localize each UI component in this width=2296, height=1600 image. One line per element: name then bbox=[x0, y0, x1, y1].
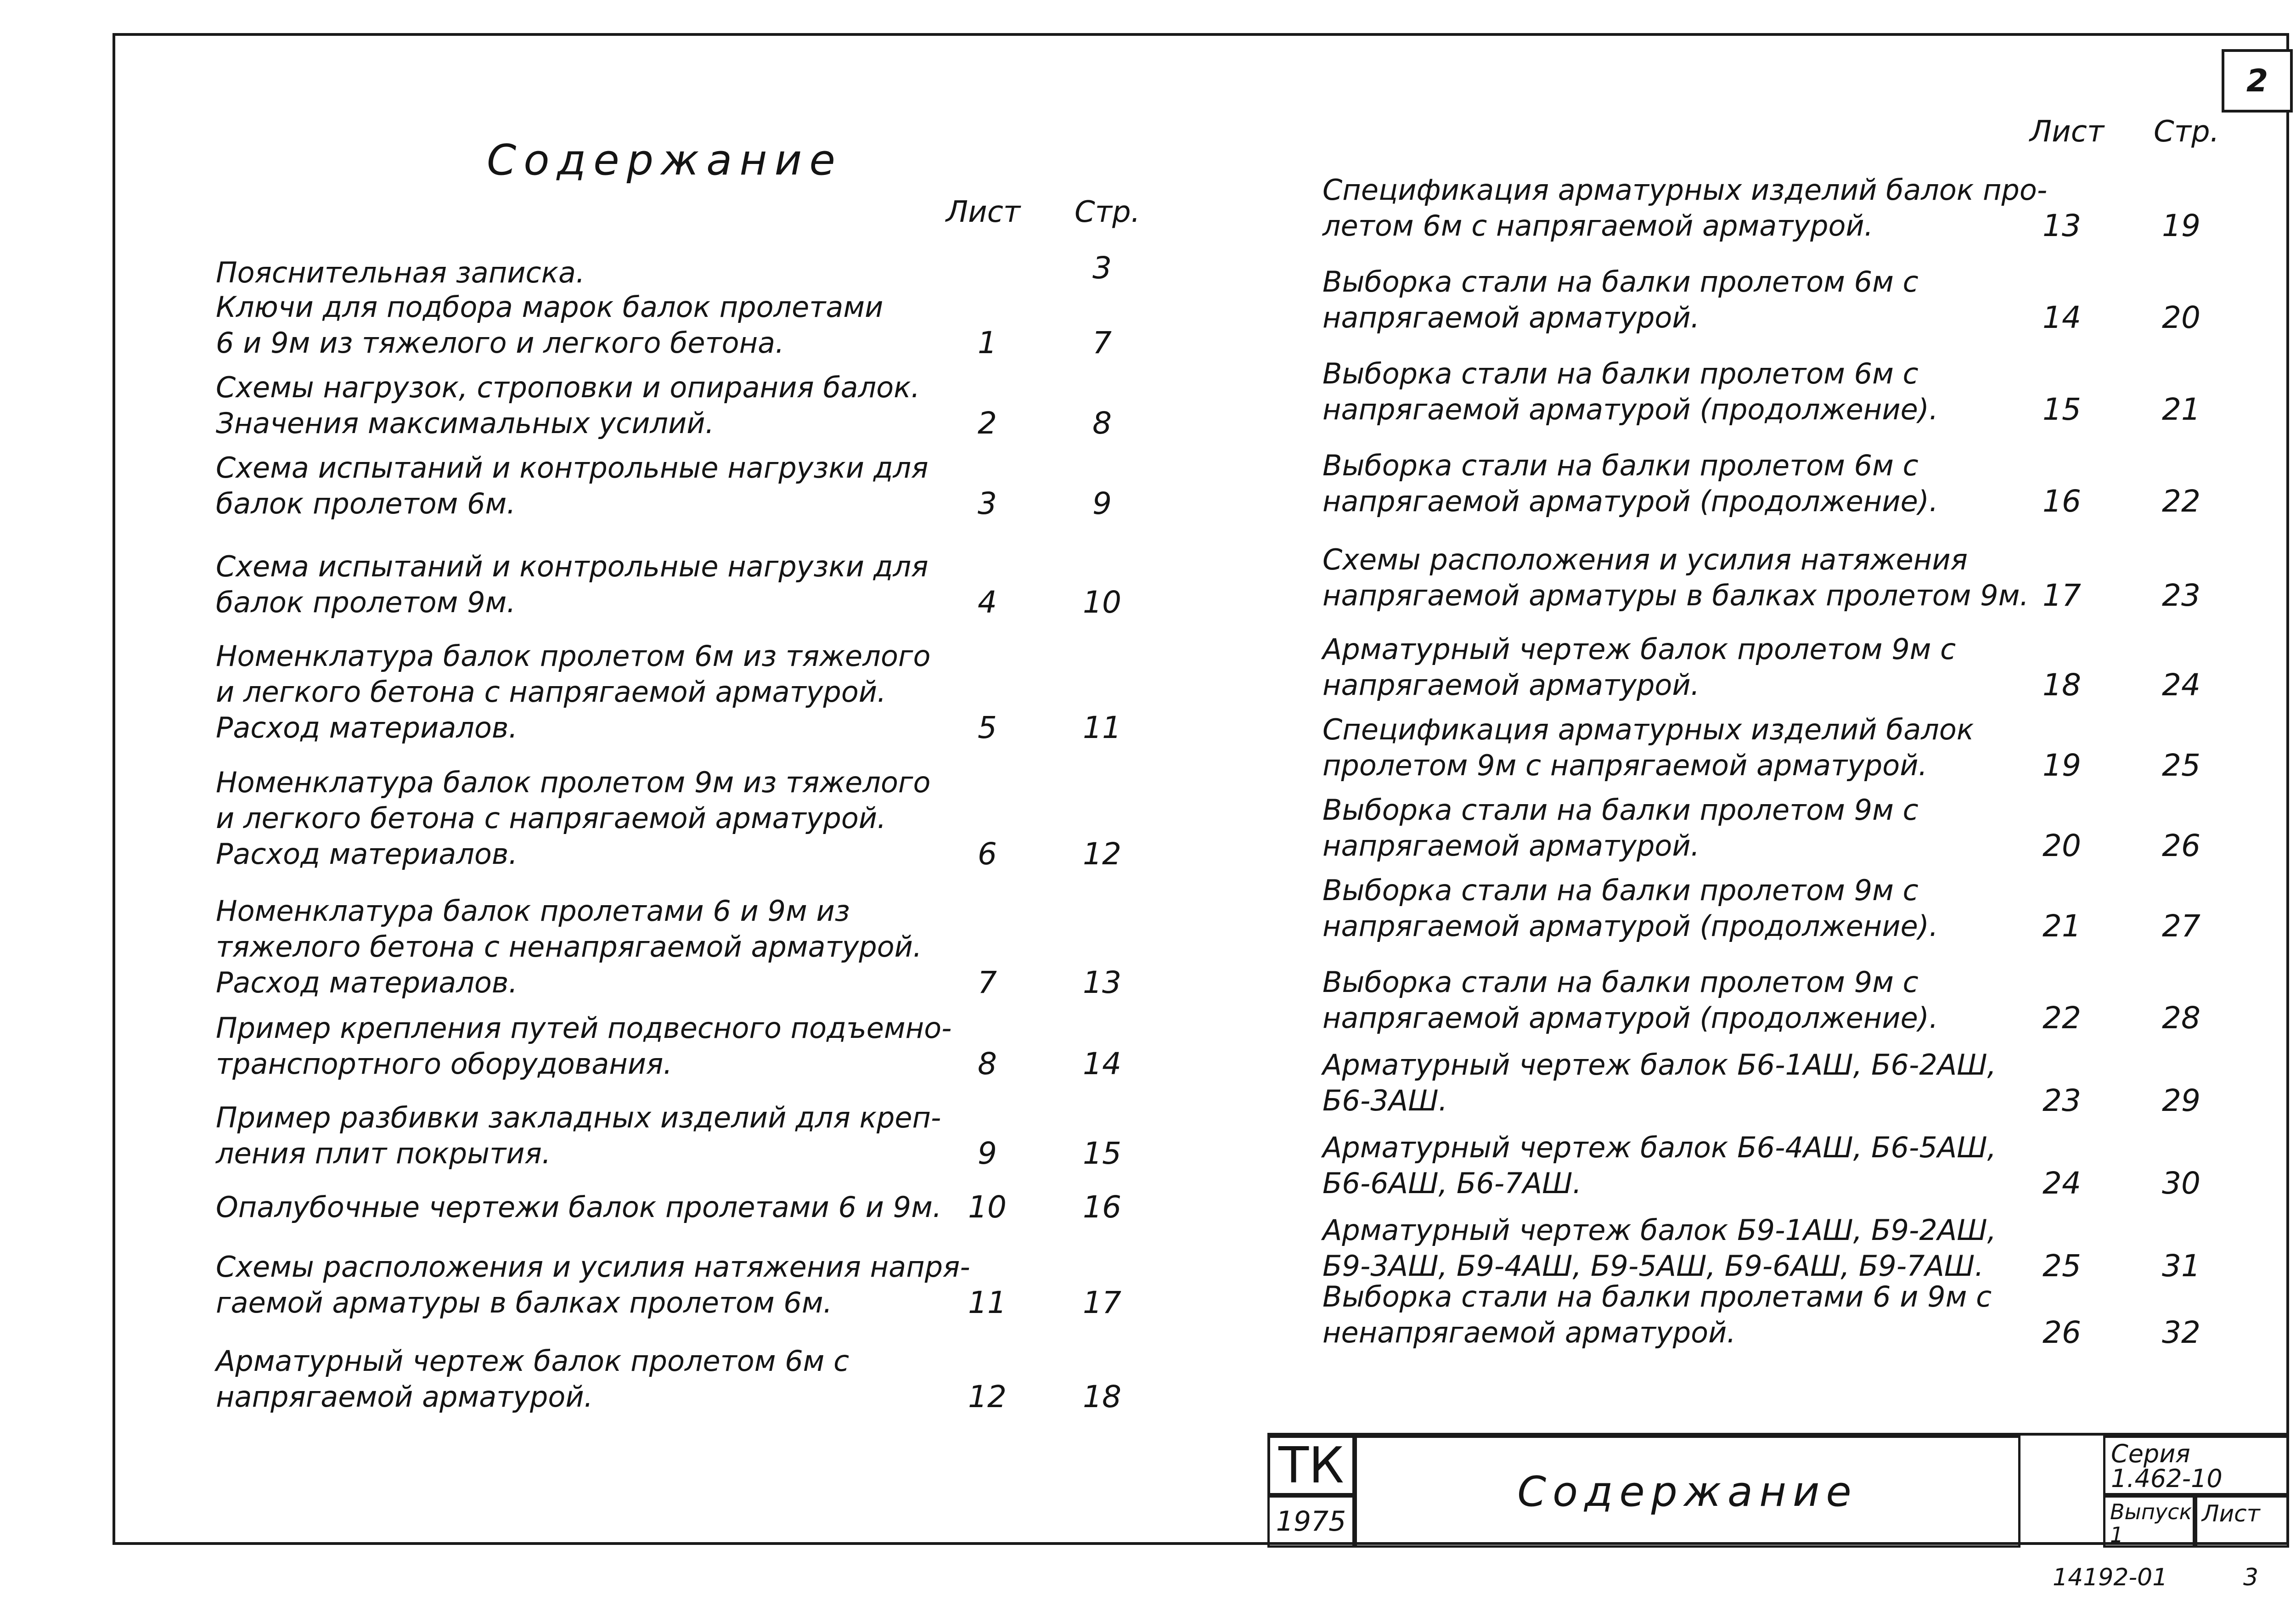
right-entry-7-page: 25 bbox=[2162, 748, 2200, 783]
left-entry-3-line-2: Значения максимальных усилий. bbox=[216, 406, 715, 440]
page-title: Содержание bbox=[487, 135, 843, 185]
right-entry-9-line-2: напрягаемой арматурой (продолжение). bbox=[1322, 909, 1938, 943]
left-entry-9-line-2: транспортного оборудования. bbox=[216, 1047, 673, 1081]
right-entry-4-list: 16 bbox=[2043, 484, 2081, 519]
left-entry-9-line-1: Пример крепления путей подвесного подъемно- bbox=[216, 1011, 952, 1045]
left-entry-3-line-1: Схемы нагрузок, строповки и опирания балок. bbox=[216, 371, 920, 404]
left-entry-9-list: 8 bbox=[978, 1046, 997, 1082]
left-entry-8-line-3: Расход материалов. bbox=[216, 966, 518, 999]
right-entry-4-page: 22 bbox=[2162, 484, 2200, 519]
right-entry-13-line-1: Арматурный чертеж балок Б9-1АШ, Б9-2АШ, bbox=[1322, 1213, 1997, 1247]
right-entry-7-line-2: пролетом 9м с напрягаемой арматурой. bbox=[1322, 749, 1928, 782]
right-entry-11-page: 29 bbox=[2162, 1083, 2200, 1118]
left-entry-8-list: 7 bbox=[978, 965, 997, 1000]
right-entry-8-line-2: напрягаемой арматурой. bbox=[1322, 829, 1700, 862]
left-entry-7-page: 12 bbox=[1083, 836, 1121, 872]
issue-value: 1 bbox=[2110, 1522, 2124, 1547]
left-entry-12-page: 17 bbox=[1083, 1285, 1121, 1320]
left-entry-5-page: 10 bbox=[1083, 585, 1121, 620]
left-entry-3-list: 2 bbox=[978, 406, 997, 441]
right-entry-10-line-1: Выборка стали на балки пролетом 9м с bbox=[1322, 965, 1919, 999]
left-entry-7-line-3: Расход материалов. bbox=[216, 837, 518, 871]
left-entry-5-list: 4 bbox=[978, 585, 997, 620]
left-entry-12-line-2: гаемой арматуры в балках пролетом 6м. bbox=[216, 1286, 833, 1319]
series-label: Серия bbox=[2111, 1439, 2190, 1468]
right-entry-1-list: 13 bbox=[2043, 208, 2081, 243]
left-entry-12-line-1: Схемы расположения и усилия натяжения напря- bbox=[216, 1250, 970, 1284]
right-entry-7-list: 19 bbox=[2043, 748, 2081, 783]
left-entry-8-page: 13 bbox=[1083, 965, 1121, 1000]
left-entry-4-line-2: балок пролетом 6м. bbox=[216, 487, 516, 520]
left-entry-13-line-2: напрягаемой арматурой. bbox=[216, 1380, 593, 1414]
left-entry-7-list: 6 bbox=[978, 836, 997, 872]
right-entry-2-page: 20 bbox=[2162, 300, 2200, 335]
left-entry-8-line-2: тяжелого бетона с ненапрягаемой арматурой. bbox=[216, 930, 922, 963]
left-entry-10-page: 15 bbox=[1083, 1136, 1121, 1171]
left-entry-9-page: 14 bbox=[1083, 1046, 1121, 1082]
left-entry-10-line-1: Пример разбивки закладных изделий для креп- bbox=[216, 1101, 941, 1134]
org-code: ТК bbox=[1267, 1436, 1355, 1495]
left-entry-1-page: 3 bbox=[1092, 250, 1112, 286]
left-entry-13-line-1: Арматурный чертеж балок пролетом 6м с bbox=[216, 1344, 850, 1378]
page-number: 3 bbox=[2243, 1564, 2259, 1591]
left-entry-6-line-1: Номенклатура балок пролетом 6м из тяжелого bbox=[216, 639, 931, 673]
left-entry-1-line-1: Пояснительная записка. bbox=[216, 256, 585, 289]
right-entry-8-list: 20 bbox=[2043, 828, 2081, 863]
right-entry-9-line-1: Выборка стали на балки пролетом 9м с bbox=[1322, 873, 1919, 907]
left-entry-4-page: 9 bbox=[1092, 486, 1112, 521]
right-entry-3-line-2: напрягаемой арматурой (продолжение). bbox=[1322, 393, 1938, 426]
left-entry-11-line-1: Опалубочные чертежи балок пролетами 6 и 9м. bbox=[216, 1190, 942, 1224]
series-cell bbox=[2103, 1436, 2289, 1495]
left-entry-7-line-1: Номенклатура балок пролетом 9м из тяжелого bbox=[216, 766, 931, 799]
left-entry-12-list: 11 bbox=[968, 1285, 1007, 1320]
right-entry-1-line-2: летом 6м с напрягаемой арматурой. bbox=[1322, 209, 1874, 242]
left-entry-6-line-3: Расход материалов. bbox=[216, 711, 518, 744]
stamp-year: 1975 bbox=[1267, 1495, 1355, 1548]
right-header-page: Стр. bbox=[2154, 115, 2219, 149]
right-entry-5-page: 23 bbox=[2162, 578, 2200, 613]
right-entry-2-line-1: Выборка стали на балки пролетом 6м с bbox=[1322, 265, 1919, 299]
left-entry-4-line-1: Схема испытаний и контрольные нагрузки для bbox=[216, 451, 929, 485]
right-entry-10-page: 28 bbox=[2162, 1000, 2200, 1036]
right-entry-14-page: 32 bbox=[2162, 1315, 2200, 1350]
right-entry-11-line-2: Б6-3АШ. bbox=[1322, 1084, 1448, 1117]
right-entry-7-line-1: Спецификация арматурных изделий балок bbox=[1322, 713, 1974, 746]
left-entry-2-page: 7 bbox=[1092, 325, 1112, 361]
series-value: 1.462-10 bbox=[2111, 1464, 2223, 1493]
title-block bbox=[1267, 1433, 2289, 1545]
right-entry-2-list: 14 bbox=[2043, 300, 2081, 335]
right-entry-13-list: 25 bbox=[2043, 1248, 2081, 1284]
right-entry-13-page: 31 bbox=[2162, 1248, 2200, 1284]
right-entry-11-list: 23 bbox=[2043, 1083, 2081, 1118]
left-entry-2-line-2: 6 и 9м из тяжелого и легкого бетона. bbox=[216, 326, 784, 360]
stamp-title: Содержание bbox=[1355, 1436, 2020, 1548]
left-entry-4-list: 3 bbox=[978, 486, 997, 521]
right-entry-8-line-1: Выборка стали на балки пролетом 9м с bbox=[1322, 793, 1919, 827]
right-entry-5-list: 17 bbox=[2043, 578, 2081, 613]
left-entry-2-list: 1 bbox=[978, 325, 997, 361]
left-entry-7-line-2: и легкого бетона с напрягаемой арматурой. bbox=[216, 801, 886, 835]
right-entry-8-page: 26 bbox=[2162, 828, 2200, 863]
left-header-list: Лист bbox=[946, 195, 1021, 229]
right-entry-6-line-2: напрягаемой арматурой. bbox=[1322, 668, 1700, 702]
right-entry-4-line-2: напрягаемой арматурой (продолжение). bbox=[1322, 485, 1938, 518]
right-entry-2-line-2: напрягаемой арматурой. bbox=[1322, 301, 1700, 334]
right-entry-13-line-2: Б9-3АШ, Б9-4АШ, Б9-5АШ, Б9-6АШ, Б9-7АШ. bbox=[1322, 1249, 1984, 1283]
right-entry-1-line-1: Спецификация арматурных изделий балок про- bbox=[1322, 173, 2048, 207]
left-entry-2-line-1: Ключи для подбора марок балок пролетами bbox=[216, 290, 884, 324]
right-entry-4-line-1: Выборка стали на балки пролетом 6м с bbox=[1322, 449, 1919, 482]
sheet-corner-number: 2 bbox=[2222, 49, 2293, 113]
right-entry-14-list: 26 bbox=[2043, 1315, 2081, 1350]
issue-label: Выпуск bbox=[2110, 1499, 2192, 1524]
right-entry-12-page: 30 bbox=[2162, 1166, 2200, 1201]
right-entry-6-line-1: Арматурный чертеж балок пролетом 9м с bbox=[1322, 632, 1956, 666]
left-entry-8-line-1: Номенклатура балок пролетами 6 и 9м из bbox=[216, 894, 850, 928]
right-entry-3-page: 21 bbox=[2162, 392, 2200, 427]
sheet-label: Лист bbox=[2202, 1500, 2260, 1527]
right-entry-3-line-1: Выборка стали на балки пролетом 6м с bbox=[1322, 357, 1919, 390]
sheet-cell bbox=[2195, 1495, 2289, 1548]
right-entry-9-list: 21 bbox=[2043, 908, 2081, 944]
right-entry-3-list: 15 bbox=[2043, 392, 2081, 427]
right-entry-9-page: 27 bbox=[2162, 908, 2200, 944]
right-entry-1-page: 19 bbox=[2162, 208, 2200, 243]
left-entry-13-page: 18 bbox=[1083, 1379, 1121, 1414]
left-entry-11-list: 10 bbox=[968, 1189, 1007, 1225]
right-entry-12-line-2: Б6-6АШ, Б6-7АШ. bbox=[1322, 1166, 1582, 1200]
left-entry-3-page: 8 bbox=[1092, 406, 1112, 441]
left-entry-10-line-2: ления плит покрытия. bbox=[216, 1137, 551, 1170]
right-entry-10-list: 22 bbox=[2043, 1000, 2081, 1036]
right-entry-12-list: 24 bbox=[2043, 1166, 2081, 1201]
right-header-list: Лист bbox=[2030, 115, 2105, 149]
left-entry-5-line-1: Схема испытаний и контрольные нагрузки для bbox=[216, 550, 929, 583]
left-entry-6-page: 11 bbox=[1083, 710, 1121, 745]
left-entry-10-list: 9 bbox=[978, 1136, 997, 1171]
left-entry-6-list: 5 bbox=[978, 710, 997, 745]
issue-cell bbox=[2103, 1495, 2195, 1548]
right-entry-12-line-1: Арматурный чертеж балок Б6-4АШ, Б6-5АШ, bbox=[1322, 1131, 1997, 1164]
document-code: 14192-01 bbox=[2053, 1564, 2168, 1591]
right-entry-14-line-2: ненапрягаемой арматурой. bbox=[1322, 1316, 1736, 1349]
right-entry-5-line-2: напрягаемой арматуры в балках пролетом 9м. bbox=[1322, 579, 2029, 612]
right-entry-6-page: 24 bbox=[2162, 667, 2200, 703]
right-entry-5-line-1: Схемы расположения и усилия натяжения bbox=[1322, 543, 1968, 576]
left-header-page: Стр. bbox=[1075, 195, 1140, 229]
left-entry-13-list: 12 bbox=[968, 1379, 1007, 1414]
left-entry-6-line-2: и легкого бетона с напрягаемой арматурой. bbox=[216, 675, 886, 709]
right-entry-14-line-1: Выборка стали на балки пролетами 6 и 9м с bbox=[1322, 1280, 1992, 1313]
right-entry-6-list: 18 bbox=[2043, 667, 2081, 703]
left-entry-11-page: 16 bbox=[1083, 1189, 1121, 1225]
right-entry-11-line-1: Арматурный чертеж балок Б6-1АШ, Б6-2АШ, bbox=[1322, 1048, 1997, 1082]
right-entry-10-line-2: напрягаемой арматурой (продолжение). bbox=[1322, 1001, 1938, 1035]
left-entry-5-line-2: балок пролетом 9м. bbox=[216, 586, 516, 619]
